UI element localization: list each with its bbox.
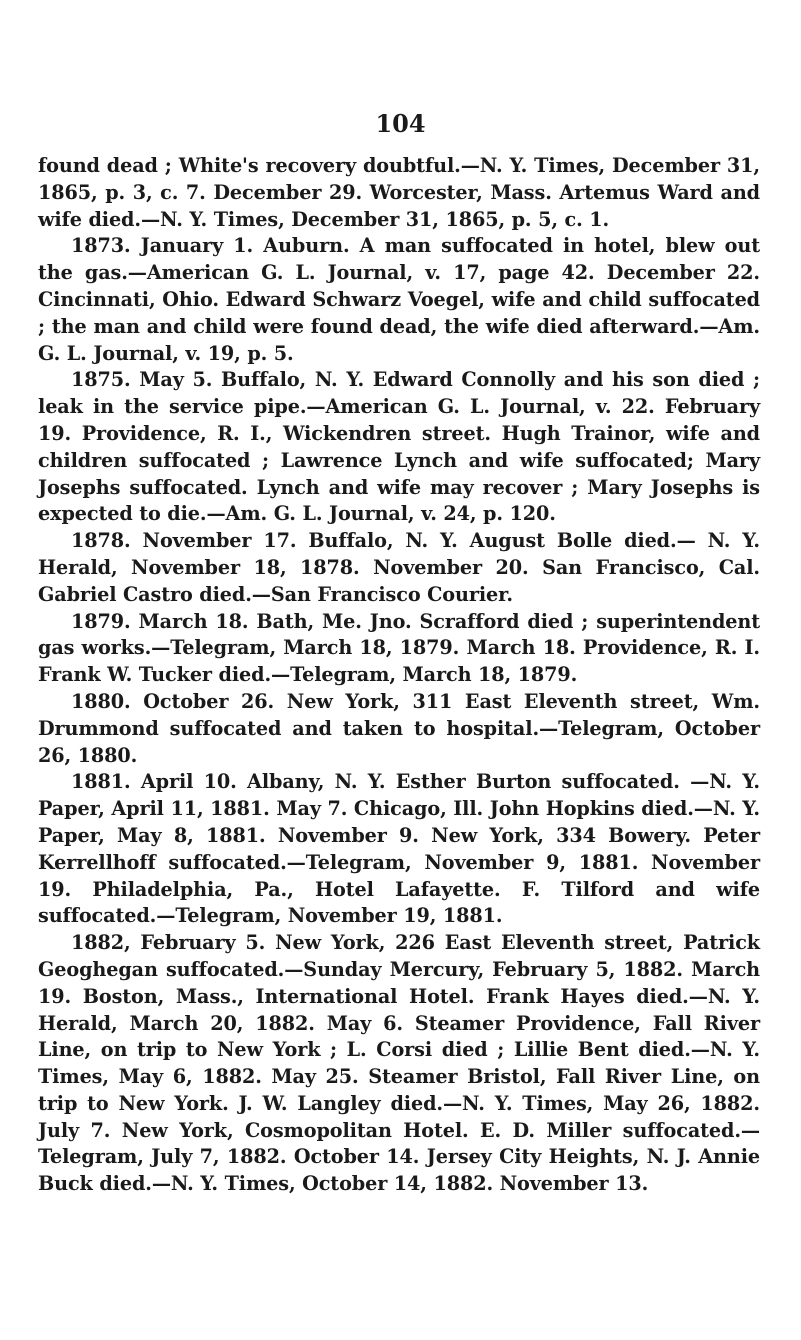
paragraph-1879: 1879. March 18. Bath, Me. Jno. Scrafford died ; superintendent gas works.—Telegram, March 18, 1879. March 18. Providence, R. I. Frank W. Tucker died.—Telegram, March 18, 1879. (38, 609, 760, 687)
paragraph-1878: 1878. November 17. Buffalo, N. Y. August Bolle died.— N. Y. Herald, November 18, 1878. November 20. San Francisco, Cal. Gabriel Castro died.—San Francisco Courier. (38, 529, 760, 606)
paragraph-1881: 1881. April 10. Albany, N. Y. Esther Burton suffocated. —N. Y. Paper, April 11, 1881. May 7. Chicago, Ill. John Hopkins died.—N. Y. Paper, May 8, 1881. November 9. New York, 334 Bowery. Peter Kerrellhoff suffocated.—Telegram, November 9, 1881. November 19. Philadelphia, Pa., Hotel Lafayette. F. Tilford and wife suffocated.—Telegram, November 19, 1881. (38, 770, 760, 928)
paragraph-1875: 1875. May 5. Buffalo, N. Y. Edward Connolly and his son died ; leak in the service pipe.—American G. L. Journal, v. 22. February 19. Providence, R. I., Wickendren street. Hugh Trainor, wife and children suffocated ; Lawrence Lynch and wife suffocated; Mary Josephs suffocated. Lynch and wife may recover ; Mary Josephs is expected to die.—Am. G. L. Journal, v. 24, p. 120. (38, 368, 760, 526)
paragraph-continued: found dead ; White's recovery doubtful.—N. Y. Times, December 31, 1865, p. 3, c. 7. December 29. Worcester, Mass. Artemus Ward and wife died.—N. Y. Times, December 31, 1865, p. 5, c. 1. (38, 154, 760, 231)
paragraph-1873: 1873. January 1. Auburn. A man suffocated in hotel, blew out the gas.—American G. L. Journal, v. 17, page 42. December 22. Cincinnati, Ohio. Edward Schwarz Voegel, wife and child suffocated ; the man and child were found dead, the wife died afterward.—Am. G. L. Journal, v. 19, p. 5. (38, 234, 760, 365)
page-number: 104 (375, 109, 426, 138)
body-text (38, 153, 760, 1198)
paragraph-1880: 1880. October 26. New York, 311 East Eleventh street, Wm. Drummond suffocated and taken to hospital.—Telegram, October 26, 1880. (38, 689, 760, 767)
paragraph-1882: 1882, February 5. New York, 226 East Eleventh street, Patrick Geoghegan suffocated.—Sunday Mercury, February 5, 1882. March 19. Boston, Mass., International Hotel. Frank Hayes died.—N. Y. Herald, March 20, 1882. May 6. Steamer Providence, Fall River Line, on trip to New York ; L. Corsi died ; Lillie Bent died.—N. Y. Times, May 6, 1882. May 25. Steamer Bristol, Fall River Line, on trip to New York. J. W. Langley died.—N. Y. Times, May 26, 1882. July 7. New York, Cosmopolitan Hotel. E. D. Miller suffocated.—Telegram, July 7, 1882. October 14. Jersey City Heights, N. J. Annie Buck died.—N. Y. Times, October 14, 1882. November 13. (38, 931, 760, 1196)
